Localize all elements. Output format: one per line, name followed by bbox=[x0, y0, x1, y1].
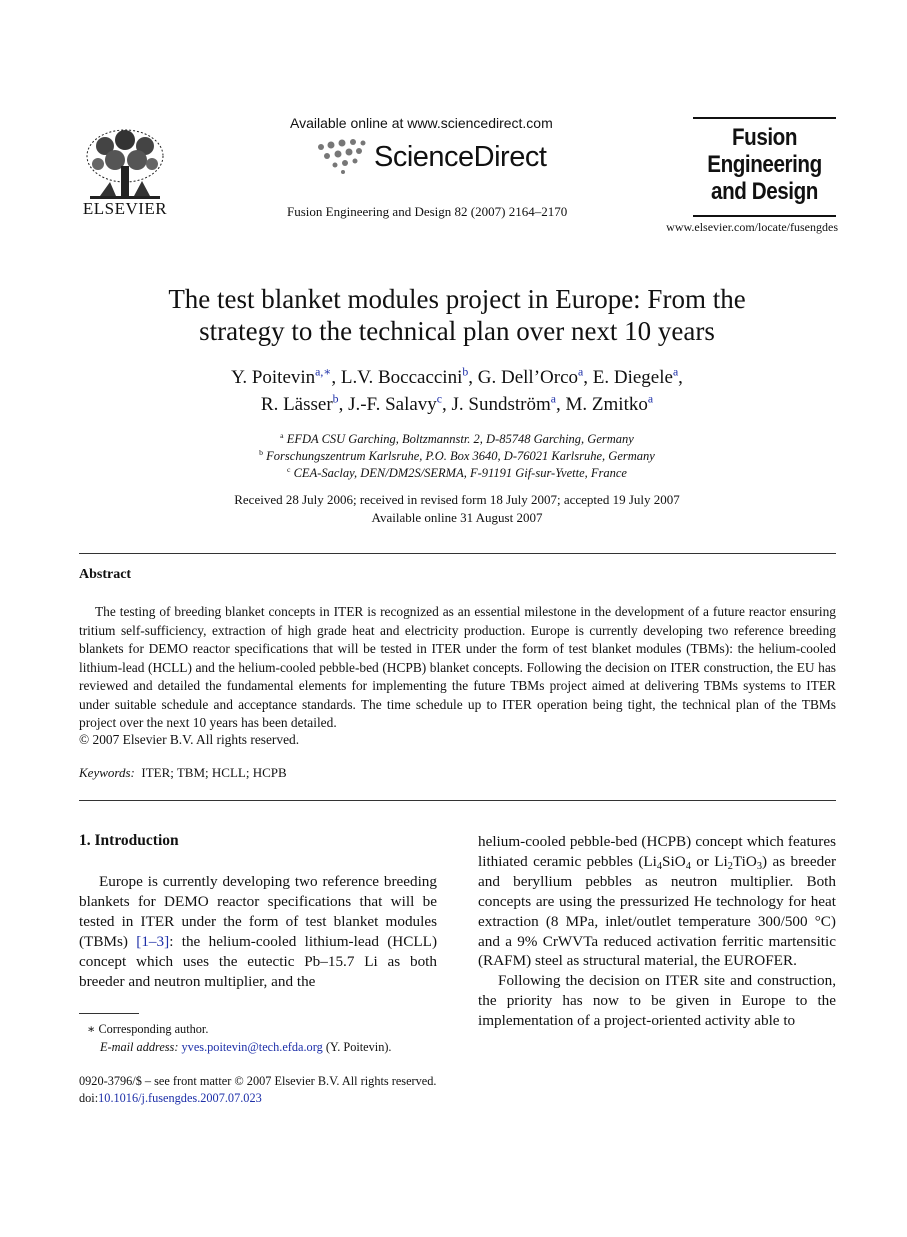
sciencedirect-dots-icon bbox=[315, 137, 375, 175]
author-name: G. Dell’Orco bbox=[477, 367, 579, 388]
author-name: Y. Poitevin bbox=[231, 367, 316, 388]
author-affil-link[interactable]: a bbox=[672, 365, 679, 379]
text-run: : the helium-cooled lithium-lead (HCLL) concept which uses the eutectic Pb–15.7 Li as both breeder and neutron multiplier, and the bbox=[79, 932, 438, 990]
subscript: 3 bbox=[756, 861, 763, 872]
affil-text: CEA-Saclay, DEN/DM2S/SERMA, F-91191 Gif-sur-Yvette, France bbox=[293, 466, 627, 480]
journal-url[interactable]: www.elsevier.com/locate/fusengdes bbox=[666, 220, 838, 234]
doi-link[interactable]: 10.1016/j.fusengdes.2007.07.023 bbox=[98, 1091, 262, 1105]
author-affil-link[interactable]: b bbox=[332, 392, 339, 406]
author-name: J. Sundström bbox=[451, 394, 551, 415]
affil-mark: c bbox=[287, 464, 291, 474]
author-sep: , bbox=[468, 367, 478, 388]
paragraph bbox=[478, 832, 836, 971]
author-affil-link[interactable]: a bbox=[647, 392, 654, 406]
author-sep: , bbox=[442, 394, 452, 415]
author-sep: , bbox=[556, 394, 566, 415]
available-date: Available online 31 August 2007 bbox=[371, 510, 543, 525]
author-affil-link[interactable]: a bbox=[550, 392, 557, 406]
divider bbox=[79, 800, 836, 801]
sciencedirect-wordmark[interactable]: ScienceDirect bbox=[374, 141, 547, 173]
journal-logo-title bbox=[703, 124, 826, 205]
author-name: L.V. Boccaccini bbox=[340, 367, 463, 388]
author-list bbox=[130, 364, 784, 418]
author-name: J.-F. Salavy bbox=[348, 394, 437, 415]
abstract-text bbox=[79, 603, 836, 733]
article-title bbox=[100, 283, 814, 347]
paragraph bbox=[79, 872, 437, 991]
author-affil-link[interactable]: b bbox=[462, 365, 469, 379]
issn-line: 0920-3796/$ – see front matter © 2007 Elsevier B.V. All rights reserved. bbox=[79, 1074, 437, 1088]
author-sep: , bbox=[331, 367, 341, 388]
citation-link[interactable]: [1–3] bbox=[136, 932, 170, 950]
abstract-heading: Abstract bbox=[79, 567, 132, 582]
affiliations bbox=[120, 431, 794, 482]
text-run: ) as breeder and beryllium pebbles as neutron multiplier. Both concepts are using the pressurized He technology for heat extraction (8 MPa, inlet/outlet temperature 300/500 °C) and a 9% CrWVTa reduced activation ferritic martensitic (RAFM) steel as structural material, the EUROFER. bbox=[478, 852, 836, 970]
affil-text: Forschungszentrum Karlsruhe, P.O. Box 3640, D-76021 Karlsruhe, Germany bbox=[266, 449, 655, 463]
section-heading: 1. Introduction bbox=[79, 832, 179, 849]
email-owner: (Y. Poitevin). bbox=[325, 1040, 392, 1054]
left-column bbox=[79, 872, 437, 991]
subscript: 4 bbox=[685, 861, 691, 872]
title-line: strategy to the technical plan over next 10 years bbox=[199, 316, 715, 346]
subscript: 4 bbox=[656, 861, 663, 872]
received-dates: Received 28 July 2006; received in revised form 18 July 2007; accepted 19 July 2007 bbox=[234, 492, 680, 507]
affiliation bbox=[120, 465, 794, 482]
article-dates bbox=[120, 491, 794, 527]
email-label: E-mail address: bbox=[100, 1040, 179, 1054]
text-run: TiO bbox=[732, 852, 757, 870]
affiliation bbox=[120, 448, 794, 465]
journal-logo-line: and Design bbox=[711, 178, 818, 205]
corresponding-author: Corresponding author. bbox=[98, 1022, 209, 1036]
journal-citation: Fusion Engineering and Design 82 (2007) 2164–2170 bbox=[287, 204, 568, 219]
text-run: or Li bbox=[690, 852, 728, 870]
paragraph: Following the decision on ITER site and construction, the priority has now to be given in Europe to the implementation of a project-oriented activity able to bbox=[478, 972, 836, 1030]
email-link[interactable]: yves.poitevin@tech.efda.org bbox=[181, 1040, 323, 1054]
available-online-text[interactable]: Available online at www.sciencedirect.com bbox=[290, 115, 553, 131]
affil-text: EFDA CSU Garching, Boltzmannstr. 2, D-85748 Garching, Germany bbox=[286, 432, 634, 446]
affiliation bbox=[120, 431, 794, 448]
publisher-name: ELSEVIER bbox=[82, 199, 168, 218]
subscript: 2 bbox=[727, 861, 733, 872]
doi-label: doi: bbox=[79, 1091, 99, 1105]
author-affil-link[interactable]: a,∗ bbox=[315, 365, 332, 379]
keywords bbox=[79, 765, 287, 781]
footnote-mark: ∗ bbox=[87, 1022, 96, 1036]
author-affil-link[interactable]: c bbox=[436, 392, 443, 406]
author-name: M. Zmitko bbox=[565, 394, 648, 415]
right-column bbox=[478, 832, 836, 1031]
text-run: Europe is currently developing two reference breeding blankets for DEMO reactor specifications that will be tested in ITER under the form of test blanket modules (TBMs) bbox=[79, 873, 437, 950]
author-affil-link[interactable]: a bbox=[578, 365, 584, 379]
abstract-paragraph: The testing of breeding blanket concepts in ITER is recognized as an essential milestone in the development of a future reactor ensuring tritium self-sufficiency, extraction of high grade heat and electricity production. Europe is currently developing two reference breeding blankets for DEMO reactor specifications that will be tested in ITER under the form of test blanket modules (TBMs): the helium-cooled lithium-lead (HCLL) and the helium-cooled pebble-bed (HCPB) blanket concepts. Following the decision on ITER construction, the EU has reviewed and detailed the fundamental elements for implementing the future TBMs project aimed at delivering TBMs systems to ITER under suitable schedule and acceptance standards. The time schedule up to ITER operation being tight, the technical plan of the TBMs project over the next 10 years has been detailed. bbox=[79, 604, 836, 730]
author-name: E. Diegele bbox=[592, 367, 673, 388]
footnote bbox=[79, 1020, 449, 1056]
front-matter bbox=[79, 1073, 499, 1107]
abstract-copyright: © 2007 Elsevier B.V. All rights reserved. bbox=[79, 732, 300, 747]
author-sep: , bbox=[583, 367, 593, 388]
divider bbox=[79, 553, 836, 554]
keywords-list: ITER; TBM; HCLL; HCPB bbox=[141, 765, 287, 780]
author-sep: , bbox=[678, 367, 683, 388]
journal-logo-line: Engineering bbox=[707, 151, 822, 178]
author-name: R. Lässer bbox=[260, 394, 333, 415]
affil-mark: a bbox=[280, 430, 284, 440]
journal-logo-line: Fusion bbox=[731, 124, 798, 151]
text-run: SiO bbox=[662, 852, 686, 870]
footnote-divider bbox=[79, 1013, 139, 1014]
author-sep: , bbox=[338, 394, 349, 415]
title-line: The test blanket modules project in Europe: From the bbox=[168, 284, 746, 314]
keywords-label: Keywords: bbox=[79, 765, 135, 780]
affil-mark: b bbox=[259, 447, 264, 457]
text-run: helium-cooled pebble-bed (HCPB) concept which features lithiated ceramic pebbles (Li bbox=[478, 833, 836, 870]
